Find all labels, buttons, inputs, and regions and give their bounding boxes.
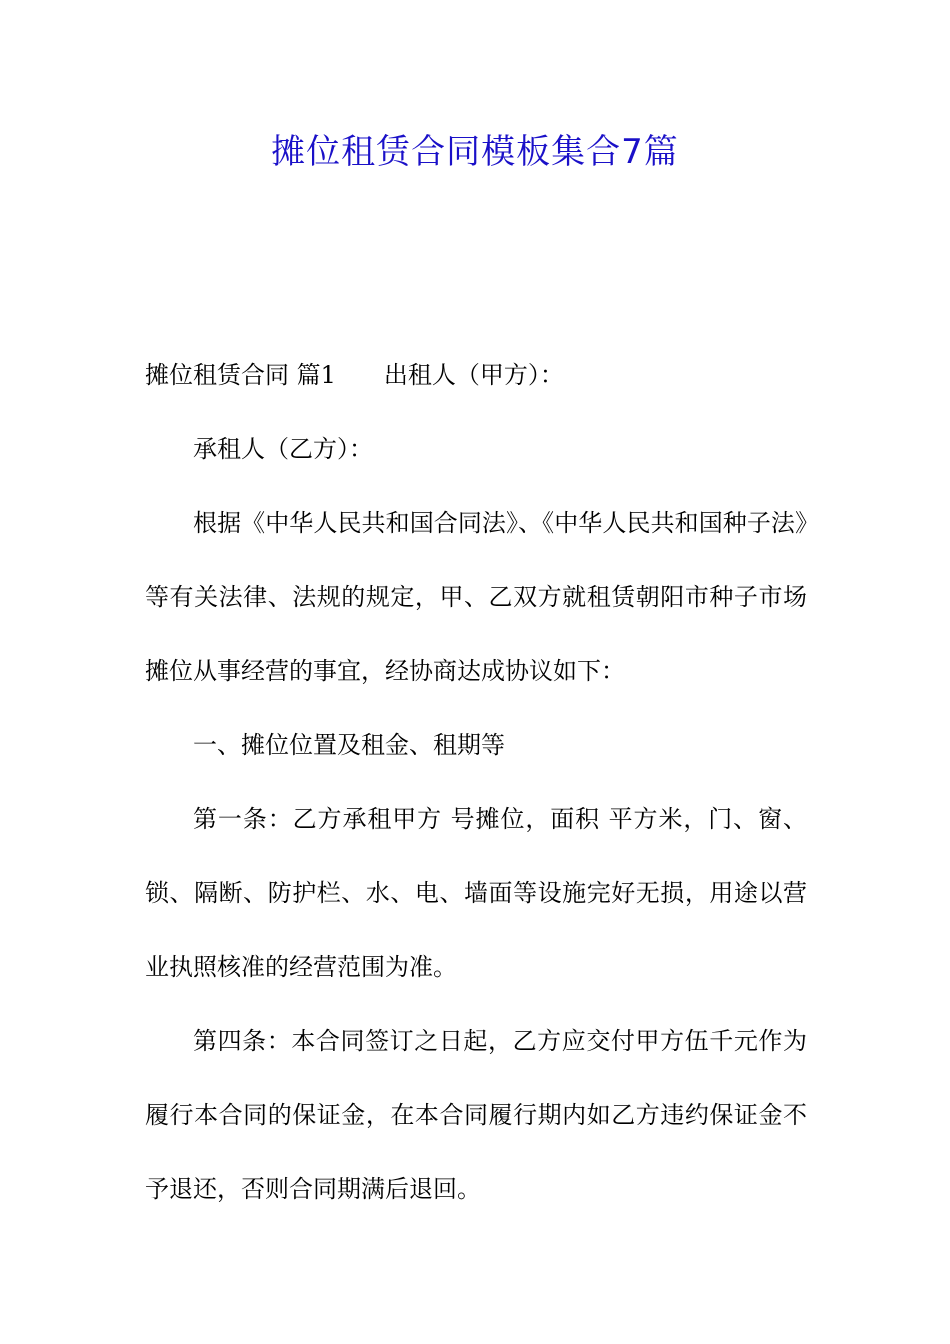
section-label: 摊位租赁合同 篇1 (145, 361, 336, 389)
heading-line (145, 338, 807, 412)
paragraph-article-one: 第一条：乙方承租甲方 号摊位，面积 平方米，门、窗、锁、隔断、防护栏、水、电、墙面等设施完好无损，用途以营业执照核准的经营范围为准。 (145, 805, 807, 981)
document-title: 摊位租赁合同模板集合7篇 (271, 132, 679, 172)
paragraph-section-one-heading: 一、摊位位置及租金、租期等 (193, 731, 505, 759)
lessor-label: 出租人（甲方）： (383, 361, 564, 389)
paragraph-lessee: 承租人（乙方）： (193, 435, 373, 463)
paragraph-article-four: 第四条：本合同签订之日起，乙方应交付甲方伍千元作为履行本合同的保证金，在本合同履行期内如乙方违约保证金不予退还，否则合同期满后退回。 (145, 1027, 807, 1203)
paragraph-legal-basis: 根据《中华人民共和国合同法》、《中华人民共和国种子法》等有关法律、法规的规定，甲、乙双方就租赁朝阳市种子市场摊位从事经营的事宜，经协商达成协议如下： (145, 509, 807, 685)
document-body (145, 338, 807, 1226)
